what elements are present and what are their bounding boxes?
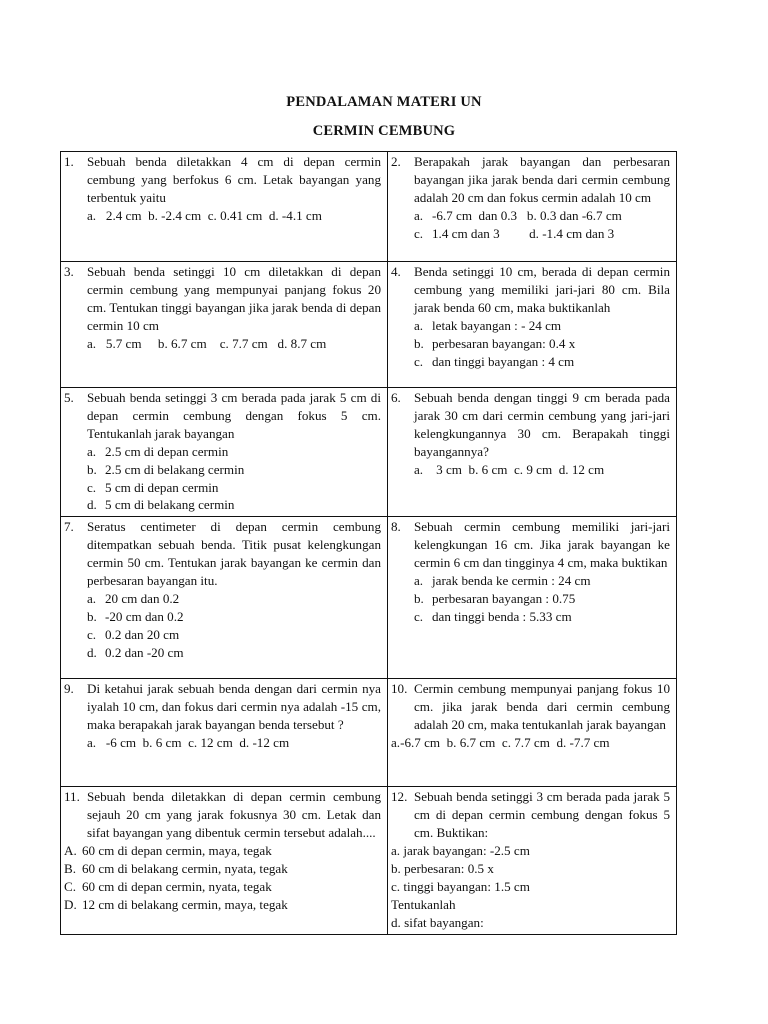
answer-option	[414, 590, 670, 608]
option-letter: c.	[414, 353, 424, 369]
option-text: 5 cm di belakang cermin	[105, 497, 235, 513]
table-row	[61, 262, 677, 388]
option-text: 2.5 cm di depan cermin	[105, 443, 229, 459]
question-text: Sebuah benda setinggi 3 cm berada pada jarak 5 cm di depan cermin cembung dengan fokus 5 cm. Buktikan:	[414, 789, 670, 841]
question-number: 10.	[391, 681, 408, 697]
question-cell	[61, 262, 388, 388]
question-cell	[61, 787, 388, 934]
option-text: -20 cm dan 0.2	[105, 608, 184, 624]
option-letter: c.	[87, 626, 97, 642]
option-text: perbesaran bayangan : 0.75	[432, 590, 576, 606]
option-letter: B.	[64, 860, 77, 876]
option-letter: A.	[64, 843, 77, 859]
answer-option	[64, 860, 381, 878]
question-number: 6.	[391, 390, 401, 405]
question-number: 4.	[391, 264, 401, 279]
option-letter: c.	[414, 225, 424, 241]
answer-option	[64, 842, 381, 860]
option-text: 0.2 dan -20 cm	[105, 644, 184, 660]
answer-option	[87, 443, 381, 461]
option-text: 20 cm dan 0.2	[105, 590, 180, 606]
question-number: 1.	[64, 154, 74, 169]
answer-option	[87, 496, 381, 514]
option-text: 1.4 cm dan 3 d. -1.4 cm dan 3	[432, 225, 615, 241]
option-text: 5 cm di depan cermin	[105, 479, 219, 495]
question-cell	[388, 787, 677, 934]
answer-options: a. 3 cm b. 6 cm c. 9 cm d. 12 cm	[414, 461, 605, 477]
option-text: 0.2 dan 20 cm	[105, 626, 180, 642]
question-text: Seratus centimeter di depan cermin cembung ditempatkan sebuah benda. Titik pusat kelengkungan cermin 50 cm. Tentukan jarak bayangan ke cermin dan perbesaran bayangan itu.	[87, 519, 381, 589]
option-letter: c.	[87, 479, 97, 495]
option-letter: a.	[414, 207, 424, 223]
answer-line: a. jarak bayangan: -2.5 cm	[391, 843, 530, 859]
option-letter: b.	[414, 590, 424, 606]
question-number: 7.	[64, 519, 74, 535]
answer-option	[64, 878, 381, 896]
option-letter: d.	[87, 497, 97, 513]
question-number: 12.	[391, 789, 408, 805]
answer-options: a. 5.7 cm b. 6.7 cm c. 7.7 cm d. 8.7 cm	[87, 335, 327, 351]
option-letter: D.	[64, 896, 77, 912]
answer-option	[87, 608, 381, 626]
answer-option	[64, 896, 381, 914]
answer-options: a. -6 cm b. 6 cm c. 12 cm d. -12 cm	[87, 735, 290, 751]
question-cell	[388, 262, 677, 388]
option-text: 60 cm di depan cermin, nyata, tegak	[82, 878, 272, 894]
question-cell	[61, 152, 388, 262]
question-number: 9.	[64, 681, 74, 697]
question-text: Sebuah benda dengan tinggi 9 cm berada pada jarak 30 cm dari cermin cembung yang jari-jari kelengkungannya 30 cm. Berapakah tinggi bayangannya?	[414, 390, 670, 459]
question-text: Sebuah cermin cembung memiliki jari-jari kelengkungan 16 cm. Jika jarak bayangan ke cermin 6 cm dan tingginya 4 cm, maka buktikan	[414, 519, 670, 571]
question-cell	[388, 679, 677, 787]
answer-options: a.-6.7 cm b. 6.7 cm c. 7.7 cm d. -7.7 cm	[391, 735, 610, 751]
option-text: dan tinggi benda : 5.33 cm	[432, 608, 572, 624]
table-row	[61, 152, 677, 262]
option-text: -6.7 cm dan 0.3 b. 0.3 dan -6.7 cm	[432, 207, 622, 223]
option-text: jarak benda ke cermin : 24 cm	[432, 573, 591, 589]
question-cell	[61, 679, 388, 787]
option-letter: a.	[87, 590, 97, 606]
option-letter: b.	[87, 608, 97, 624]
option-letter: d.	[87, 644, 97, 660]
question-cell	[388, 517, 677, 679]
questions-table	[60, 151, 677, 935]
option-letter: C.	[64, 878, 77, 894]
answer-option	[87, 479, 381, 497]
answer-option	[414, 335, 670, 353]
table-row	[61, 388, 677, 517]
answer-option	[87, 590, 381, 608]
question-cell	[61, 517, 388, 679]
option-text: dan tinggi bayangan : 4 cm	[432, 353, 575, 369]
option-text: 12 cm di belakang cermin, maya, tegak	[82, 896, 288, 912]
answer-line: d. sifat bayangan:	[391, 914, 484, 930]
question-text: Cermin cembung mempunyai panjang fokus 10 cm. jika jarak benda dari cermin cembung adalah 20 cm, maka tentukanlah jarak bayangan	[414, 681, 670, 733]
table-row	[61, 787, 677, 934]
option-letter: a.	[414, 573, 424, 589]
question-number: 3.	[64, 264, 74, 279]
question-number: 2.	[391, 154, 401, 169]
option-text: perbesaran bayangan: 0.4 x	[432, 335, 576, 351]
answer-option	[87, 461, 381, 479]
question-cell	[61, 388, 388, 517]
question-text: Benda setinggi 10 cm, berada di depan cermin cembung yang memiliki jari-jari 80 cm. Bila jarak benda 60 cm, maka buktikanlah	[414, 264, 670, 315]
question-number: 8.	[391, 519, 401, 535]
question-number: 5.	[64, 390, 74, 405]
page-subtitle: CERMIN CEMBUNG	[312, 123, 456, 139]
option-letter: b.	[87, 461, 97, 477]
answer-option	[87, 644, 381, 662]
table-row	[61, 517, 677, 679]
answer-option	[414, 207, 670, 225]
option-text: 2.5 cm di belakang cermin	[105, 461, 245, 477]
page-title: PENDALAMAN MATERI UN	[286, 94, 482, 110]
question-number: 11.	[64, 789, 80, 805]
option-text: 60 cm di depan cermin, maya, tegak	[82, 843, 272, 859]
option-letter: a.	[87, 443, 97, 459]
answer-option	[414, 572, 670, 590]
answer-line: b. perbesaran: 0.5 x	[391, 860, 494, 876]
answer-option	[87, 626, 381, 644]
answer-line: c. tinggi bayangan: 1.5 cm	[391, 878, 530, 894]
question-text: Di ketahui jarak sebuah benda dengan dari cermin nya iyalah 10 cm, dan fokus dari cermin nya adalah -15 cm, maka berapakah jarak bayangan benda tersebut ?	[87, 681, 381, 733]
answer-option	[414, 353, 670, 371]
answer-option	[414, 225, 670, 243]
answer-option	[414, 317, 670, 335]
question-cell	[388, 388, 677, 517]
option-letter: b.	[414, 335, 424, 351]
question-cell	[388, 152, 677, 262]
question-text: Sebuah benda diletakkan 4 cm di depan cermin cembung yang berfokus 6 cm. Letak bayangan yang terbentuk yaitu	[87, 154, 381, 205]
question-text: Sebuah benda setinggi 3 cm berada pada jarak 5 cm di depan cermin cembung dengan fokus 5 cm. Tentukanlah jarak bayangan	[87, 390, 381, 441]
answer-option	[414, 608, 670, 626]
question-text: Sebuah benda diletakkan di depan cermin cembung sejauh 20 cm yang jarak fokusnya 30 cm. Letak dan sifat bayangan yang dibentuk cermin tersebut adalah....	[87, 789, 381, 841]
answer-line: Tentukanlah	[391, 896, 456, 912]
option-letter: a.	[414, 317, 424, 333]
question-text: Berapakah jarak bayangan dan perbesaran bayangan jika jarak benda dari cermin cembung adalah 20 cm dan fokus cermin adalah 10 cm	[414, 154, 670, 205]
question-text: Sebuah benda setinggi 10 cm diletakkan di depan cermin cembung yang mempunyai panjang fokus 20 cm. Tentukan tinggi bayangan jika jarak benda di depan cermin 10 cm	[87, 264, 381, 333]
answer-options: a. 2.4 cm b. -2.4 cm c. 0.41 cm d. -4.1 cm	[87, 207, 322, 223]
option-text: 60 cm di belakang cermin, nyata, tegak	[82, 860, 288, 876]
table-row	[61, 679, 677, 787]
option-text: letak bayangan : - 24 cm	[432, 317, 562, 333]
option-letter: c.	[414, 608, 424, 624]
